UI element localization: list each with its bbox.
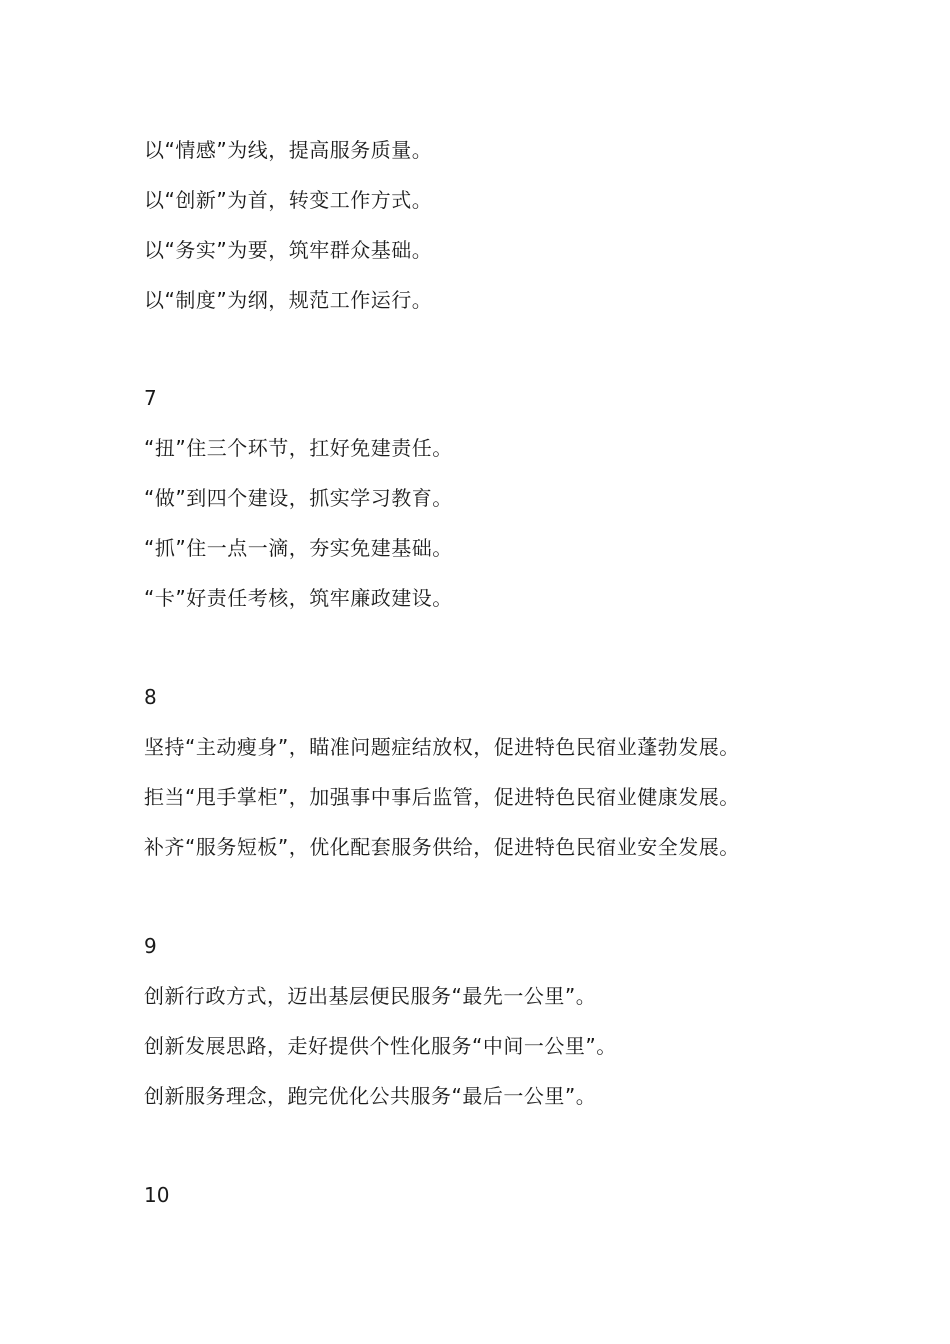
section-number: 8 xyxy=(144,685,157,709)
text-line: 创新发展思路，走好提供个性化服务“中间一公里”。 xyxy=(144,1034,617,1058)
text-line: 以“情感”为线，提高服务质量。 xyxy=(144,138,433,162)
text-line: 创新行政方式，迈出基层便民服务“最先一公里”。 xyxy=(144,984,597,1008)
text-line: 以“创新”为首，转变工作方式。 xyxy=(144,188,433,212)
section-6-continued xyxy=(144,125,844,325)
text-line: “卡”好责任考核，筑牢廉政建设。 xyxy=(144,586,453,610)
section-number: 7 xyxy=(144,386,157,410)
text-line: “扭”住三个环节，扛好免建责任。 xyxy=(144,436,453,460)
section-number: 9 xyxy=(144,934,157,958)
section-10 xyxy=(144,1170,844,1220)
text-line: 以“务实”为要，筑牢群众基础。 xyxy=(144,238,433,262)
text-line: 创新服务理念，跑完优化公共服务“最后一公里”。 xyxy=(144,1084,597,1108)
text-line: 补齐“服务短板”，优化配套服务供给，促进特色民宿业安全发展。 xyxy=(144,835,740,859)
text-line: “抓”住一点一滴，夯实免建基础。 xyxy=(144,536,453,560)
text-line: “做”到四个建设，抓实学习教育。 xyxy=(144,486,453,510)
text-line: 拒当“甩手掌柜”，加强事中事后监管，促进特色民宿业健康发展。 xyxy=(144,785,740,809)
section-number: 10 xyxy=(144,1183,170,1207)
section-8 xyxy=(144,672,844,872)
section-7 xyxy=(144,373,844,623)
text-line: 坚持“主动瘦身”，瞄准问题症结放权，促进特色民宿业蓬勃发展。 xyxy=(144,735,740,759)
section-9 xyxy=(144,921,844,1121)
text-line: 以“制度”为纲，规范工作运行。 xyxy=(144,288,433,312)
